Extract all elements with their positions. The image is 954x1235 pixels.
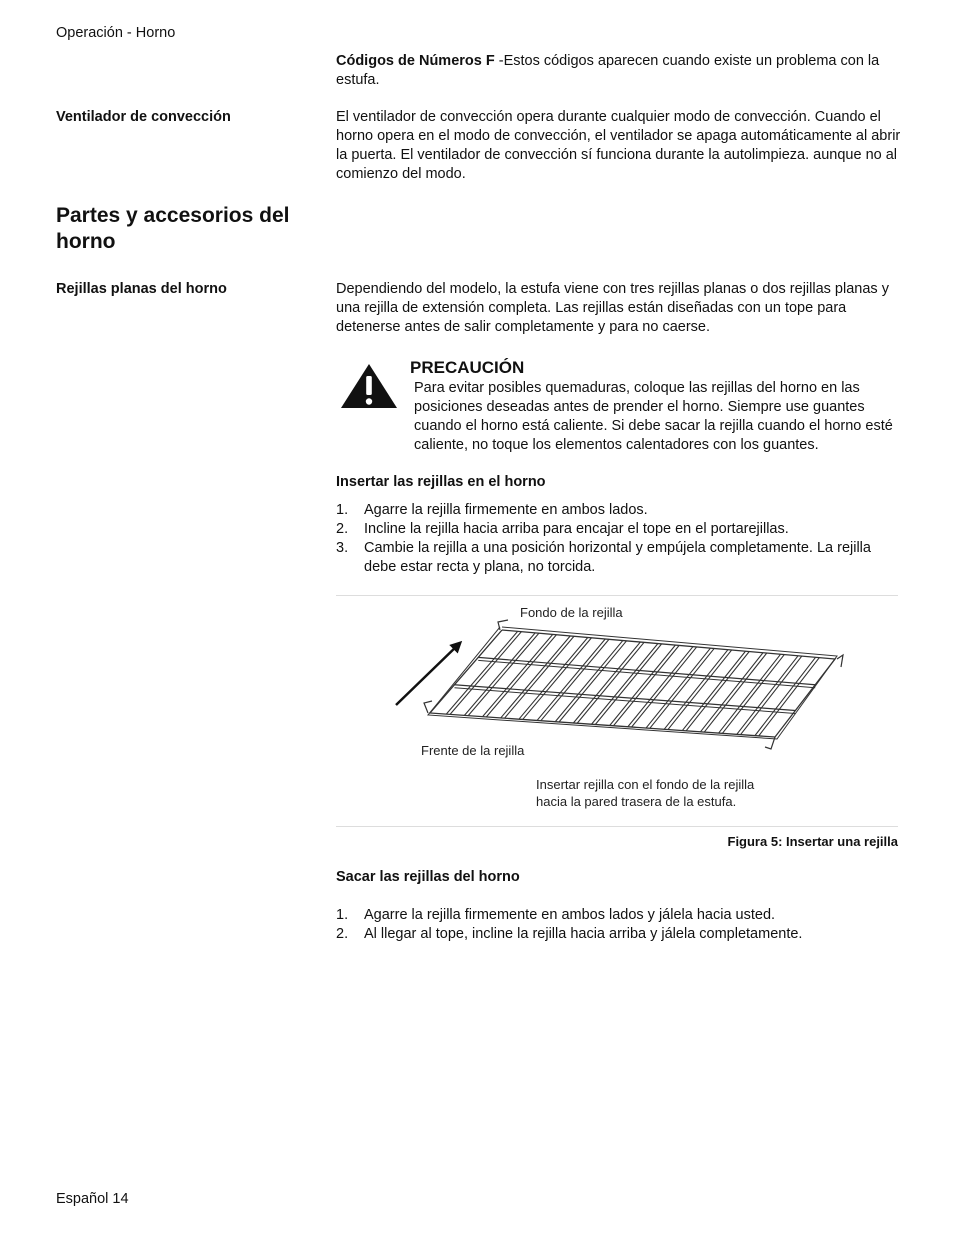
- rack-wire: [486, 635, 556, 717]
- oven-rack-illustration: [380, 616, 850, 756]
- list-item: [336, 539, 876, 577]
- list-item: [336, 925, 876, 944]
- rack-wire: [501, 636, 570, 718]
- codes-text: -Estos códigos aparecen cuando existe un problema con la estufa.: [336, 53, 880, 88]
- section-title: Partes y accesorios del horno: [56, 204, 290, 253]
- list-item: [336, 520, 876, 539]
- figure-note-line1: Insertar rejilla con el fondo de la rejilla: [536, 777, 755, 792]
- step-text: Al llegar al tope, incline la rejilla hacia arriba y jálela completamente.: [364, 926, 803, 942]
- rack-wire: [541, 639, 609, 720]
- fan-heading: Ventilador de convección: [56, 109, 231, 125]
- list-item: [336, 906, 876, 925]
- step-text: Cambie la rejilla a una posición horizontal y empújela completamente. La rejilla debe estar recta y plana, no torcida.: [364, 540, 871, 575]
- figure-top-rule: [336, 595, 898, 596]
- step-text: Agarre la rejilla firmemente en ambos lados.: [364, 502, 648, 518]
- racks-paragraph: Dependiendo del modelo, la estufa viene con tres rejillas planas o dos rejillas planas y una rejilla de extensión completa. Las rejillas están diseñadas con un tope para detenerse antes de salir completamente y para no caerse.: [336, 281, 889, 335]
- step-number: 3.: [336, 540, 349, 556]
- step-text: Agarre la rejilla firmemente en ambos lados y jálela hacia usted.: [364, 907, 776, 923]
- step-number: 2.: [336, 926, 349, 942]
- rack-frame: [837, 655, 843, 667]
- rack-wire: [700, 653, 763, 732]
- caution-title: PRECAUCIÓN: [410, 358, 525, 377]
- rack-wire: [446, 632, 517, 715]
- codes-term: Códigos de Números F: [336, 53, 495, 69]
- rack-wire: [519, 638, 588, 720]
- step-text: Incline la rejilla hacia arriba para encajar el tope en el portarejillas.: [364, 521, 789, 537]
- rack-wire: [682, 651, 745, 730]
- rack-wire: [464, 633, 535, 715]
- rack-frame: [498, 620, 508, 630]
- step-number: 2.: [336, 521, 349, 537]
- insert-steps: [336, 501, 876, 577]
- list-item: [336, 501, 876, 520]
- rack-wireframe: [424, 620, 843, 749]
- rack-wire: [741, 656, 802, 735]
- rack-wire: [482, 635, 552, 717]
- rack-wire: [719, 654, 781, 733]
- rack-wire: [537, 639, 605, 720]
- figure-bottom-rule: [336, 826, 898, 827]
- figure-caption: Figura 5: Insertar una rejilla: [727, 834, 898, 849]
- page-header: Operación - Horno: [56, 25, 176, 41]
- remove-steps: [336, 906, 876, 944]
- page-footer: Español 14: [56, 1191, 129, 1207]
- label-rack-front: Frente de la rejilla: [421, 743, 525, 758]
- rack-wire: [468, 633, 539, 715]
- rack-wire: [704, 653, 767, 732]
- codes-paragraph: [336, 52, 902, 90]
- insert-heading: Insertar las rejillas en el horno: [336, 474, 546, 490]
- rack-wire: [723, 654, 785, 733]
- rack-wire: [759, 657, 820, 735]
- figure-note-line2: hacia la pared trasera de la estufa.: [536, 794, 737, 809]
- label-rack-back: Fondo de la rejilla: [520, 605, 623, 620]
- racks-heading: Rejillas planas del horno: [56, 281, 227, 297]
- rack-wire: [686, 651, 749, 730]
- step-number: 1.: [336, 907, 349, 923]
- rack-wire: [523, 638, 592, 720]
- rack-wire: [505, 636, 574, 718]
- step-number: 1.: [336, 502, 349, 518]
- fan-paragraph: El ventilador de convección opera durante cualquier modo de convección. Cuando el horno opera en el modo de convección, el ventilador se apaga automáticamente al abrir la puerta. El ventilador de convección sí funciona durante la autolimpieza. aunque no al comienzo del modo.: [336, 109, 901, 182]
- remove-heading: Sacar las rejillas del horno: [336, 869, 520, 885]
- caution-text: Para evitar posibles quemaduras, coloque las rejillas del horno en las posiciones deseadas antes de prender el horno. Siempre use guantes cuando el horno está caliente. Si debe sacar la rejilla cuando el horno esté caliente, no toque los elementos calentadores con los guantes.: [414, 380, 893, 453]
- insert-direction-arrow: [396, 643, 460, 705]
- warning-triangle-icon: [340, 363, 398, 409]
